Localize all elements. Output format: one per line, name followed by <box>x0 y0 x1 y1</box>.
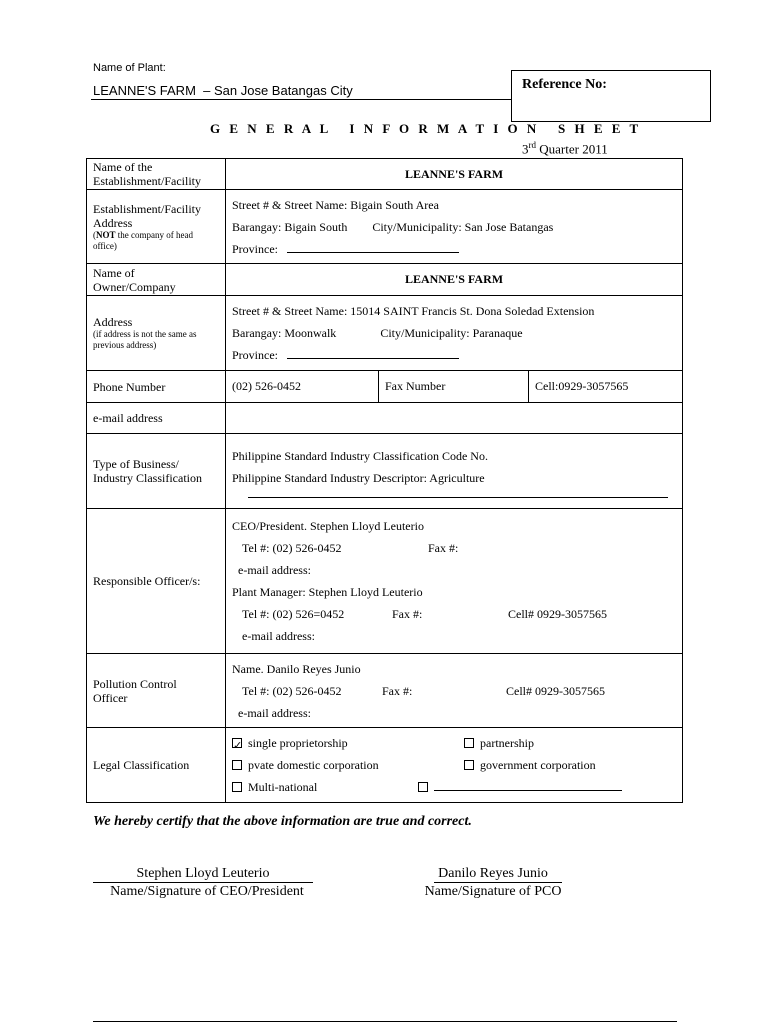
address-barangay: Barangay: Moonwalk <box>232 326 337 340</box>
business-row <box>87 434 683 509</box>
ceo-contact <box>232 537 676 559</box>
quarter-number: 3 <box>522 141 529 157</box>
certify-statement: We hereby certify that the above information are true and correct. <box>93 814 472 829</box>
multinational-label: Multi-national <box>248 780 318 794</box>
note-open: ( <box>93 229 96 240</box>
domestic-corporation-checkbox[interactable] <box>232 760 242 770</box>
est-barangay: Barangay: Bigain South <box>232 219 348 234</box>
est-province-label: Province: <box>232 241 278 256</box>
phone-row <box>87 371 683 403</box>
multinational-checkbox[interactable] <box>232 782 242 792</box>
address-label <box>87 296 226 371</box>
pco-label <box>87 654 226 728</box>
legal-line-1 <box>232 732 676 754</box>
establishment-label <box>87 159 226 190</box>
manager-email: e-mail address: <box>242 629 315 643</box>
partnership-checkbox[interactable] <box>464 738 474 748</box>
quarter-suffix: rd <box>528 140 536 150</box>
legal-row <box>87 728 683 803</box>
reference-label: Reference No: <box>522 77 607 92</box>
est-street: Street # & Street Name: Bigain South Area <box>232 197 439 212</box>
legal-label: Legal Classification <box>87 728 226 803</box>
owner-label-1: Name of <box>93 265 135 280</box>
business-code: Philippine Standard Industry Classification Code No. <box>232 448 488 463</box>
business-label <box>87 434 226 509</box>
plant-location: – San Jose Batangas City <box>203 83 353 98</box>
pco-row <box>87 654 683 728</box>
note-rest: the company of head office) <box>93 229 193 251</box>
ceo-signature-name: Stephen Lloyd Leuterio <box>136 866 270 881</box>
pco-contact <box>232 680 676 702</box>
officers-row <box>87 509 683 654</box>
establishment-row <box>87 159 683 190</box>
footer-rule <box>93 1021 677 1022</box>
pco-email: e-mail address: <box>238 705 311 720</box>
quarter <box>522 140 608 157</box>
page-title: G E N E R A L I N F O R M A T I O N S H E E T <box>210 121 642 136</box>
est-address-label <box>87 190 226 264</box>
address-barangay-city <box>232 322 676 344</box>
name-of-plant-label: Name of Plant: <box>93 62 166 74</box>
business-value[interactable] <box>226 434 683 509</box>
officers-label: Responsible Officer/s: <box>87 509 226 654</box>
manager-contact <box>232 603 676 625</box>
establishment-label-2: Establishment/Facility <box>93 174 201 188</box>
phone-value[interactable]: (02) 526-0452 <box>226 371 379 403</box>
manager-fax: Fax #: <box>392 607 423 621</box>
owner-label <box>87 264 226 296</box>
address-province-blank[interactable] <box>287 346 459 359</box>
legal-value <box>226 728 683 803</box>
pco-signature-name: Danilo Reyes Junio <box>438 866 548 881</box>
est-address-row <box>87 190 683 264</box>
pco-cell: Cell# 0929-3057565 <box>506 683 605 698</box>
other-blank[interactable] <box>434 780 622 791</box>
address-value[interactable] <box>226 296 683 371</box>
single-proprietorship-label: single proprietorship <box>248 736 348 750</box>
ceo-signature-caption: Name/Signature of CEO/President <box>110 884 304 899</box>
other-checkbox[interactable] <box>418 782 428 792</box>
address-row <box>87 296 683 371</box>
address-province-label: Province: <box>232 348 278 362</box>
business-label-1: Type of Business/ <box>93 457 179 471</box>
pco-signature-line[interactable] <box>434 882 562 883</box>
officers-value[interactable] <box>226 509 683 654</box>
est-address-label-2: Address <box>93 215 133 230</box>
email-label: e-mail address <box>87 403 226 434</box>
address-street: Street # & Street Name: 15014 SAINT Francis St. Dona Soledad Extension <box>232 304 595 318</box>
est-province <box>232 238 676 260</box>
pco-fax: Fax #: <box>382 683 413 698</box>
reference-box[interactable] <box>511 70 711 122</box>
pco-tel: Tel #: (02) 526-0452 <box>242 683 342 698</box>
pco-label-2: Officer <box>93 690 128 705</box>
ceo-name: CEO/President. Stephen Lloyd Leuterio <box>232 519 424 533</box>
plant-name <box>93 83 353 98</box>
ceo-signature-line[interactable] <box>93 882 313 883</box>
est-address-value[interactable] <box>226 190 683 264</box>
address-city: City/Municipality: Paranaque <box>380 326 523 340</box>
ceo-fax: Fax #: <box>428 541 459 555</box>
plant-name-value: LEANNE'S FARM <box>93 83 196 98</box>
pco-value[interactable] <box>226 654 683 728</box>
owner-value[interactable]: LEANNE'S FARM <box>226 264 683 296</box>
est-city: City/Municipality: San Jose Batangas <box>372 219 554 234</box>
business-blank[interactable] <box>248 495 668 498</box>
address-note: (if address is not the same as previous address) <box>93 329 197 350</box>
owner-row <box>87 264 683 296</box>
quarter-rest: Quarter 2011 <box>539 141 608 157</box>
manager-name: Plant Manager: Stephen Lloyd Leuterio <box>232 585 423 599</box>
est-address-label-1: Establishment/Facility <box>93 201 201 216</box>
email-value[interactable] <box>226 403 683 434</box>
legal-line-3 <box>232 776 676 798</box>
pco-name: Name. Danilo Reyes Junio <box>232 661 361 676</box>
note-bold: NOT <box>96 229 116 240</box>
business-label-2: Industry Classification <box>93 471 202 485</box>
government-corporation-checkbox[interactable] <box>464 760 474 770</box>
pco-signature-caption: Name/Signature of PCO <box>424 884 562 899</box>
business-descriptor: Philippine Standard Industry Descriptor: Agriculture <box>232 470 485 485</box>
manager-cell: Cell# 0929-3057565 <box>508 607 607 621</box>
est-province-blank[interactable] <box>287 240 459 253</box>
info-table <box>86 158 683 803</box>
establishment-value[interactable]: LEANNE'S FARM <box>226 159 683 190</box>
ceo-email: e-mail address: <box>238 563 311 577</box>
legal-line-2 <box>232 754 676 776</box>
est-barangay-city <box>232 216 676 238</box>
phone-label: Phone Number <box>87 371 226 403</box>
address-province <box>232 344 676 366</box>
pco-label-1: Pollution Control <box>93 676 177 691</box>
est-address-note <box>93 230 219 252</box>
ceo-tel: Tel #: (02) 526-0452 <box>242 541 342 555</box>
plant-name-underline <box>91 99 511 100</box>
manager-tel: Tel #: (02) 526=0452 <box>242 607 345 621</box>
government-corporation-label: government corporation <box>480 758 596 772</box>
owner-label-2: Owner/Company <box>93 279 176 294</box>
cell-value[interactable]: Cell:0929-3057565 <box>529 371 683 403</box>
fax-label[interactable]: Fax Number <box>379 371 529 403</box>
domestic-corporation-label: pvate domestic corporation <box>248 758 379 772</box>
establishment-label-1: Name of the <box>93 160 153 174</box>
address-label-text: Address <box>93 315 133 329</box>
partnership-label: partnership <box>480 736 534 750</box>
single-proprietorship-checkbox[interactable] <box>232 738 242 748</box>
email-row <box>87 403 683 434</box>
